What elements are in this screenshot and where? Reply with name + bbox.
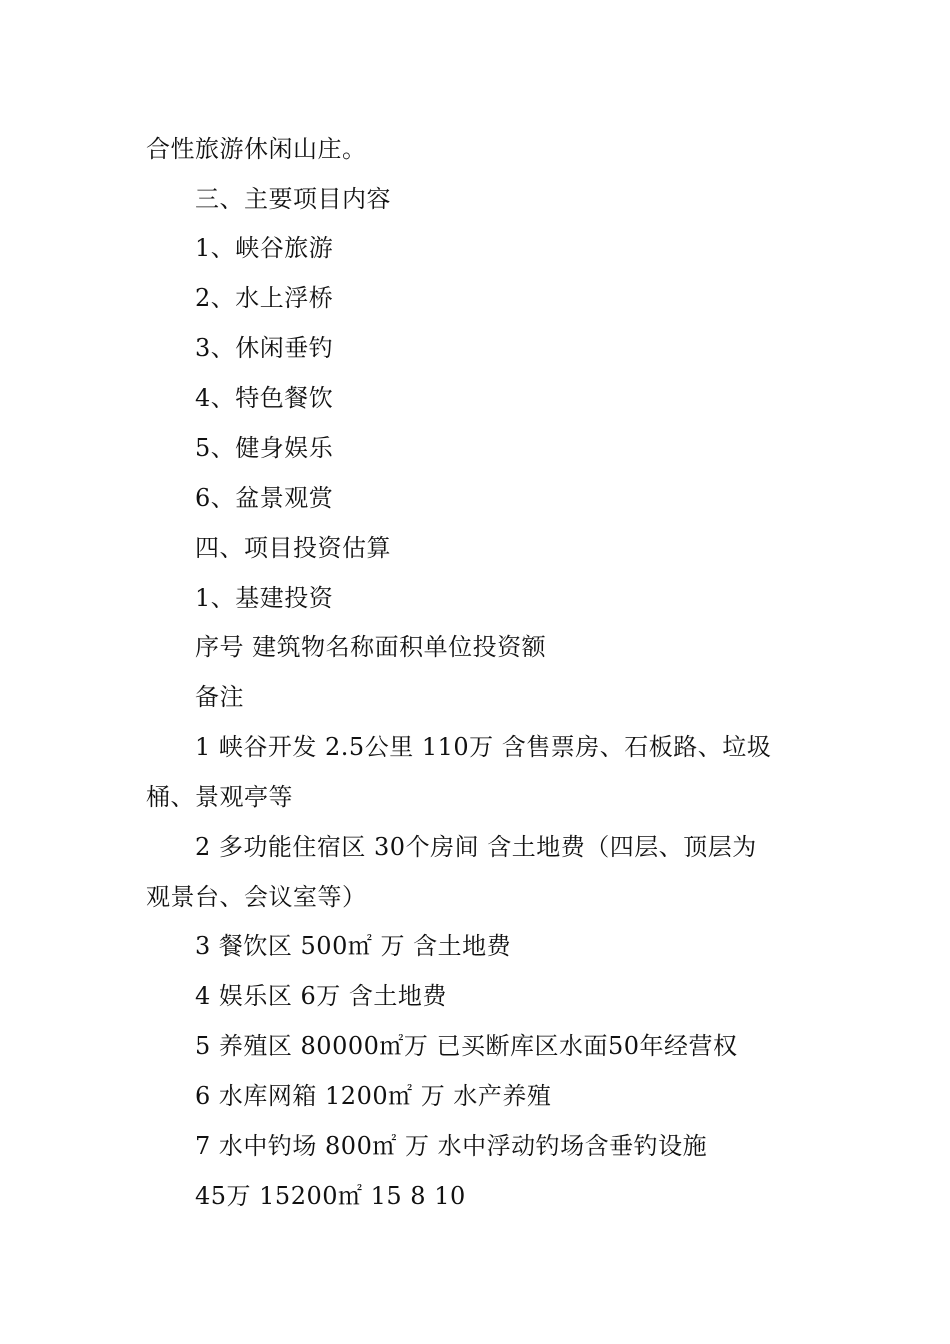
- table-row-line: 4 娱乐区 6万 含土地费: [195, 982, 447, 1010]
- table-row-continuation: 桶、景观亭等: [146, 783, 293, 811]
- section-heading: 三、主要项目内容: [195, 185, 391, 213]
- table-row-line: 1 峡谷开发 2.5公里 110万 含售票房、石板路、垃圾: [195, 733, 772, 761]
- table-total-line: 45万 15200㎡ 15 8 10: [195, 1182, 466, 1210]
- section-heading: 四、项目投资估算: [195, 534, 391, 562]
- table-header-line: 备注: [195, 683, 244, 711]
- list-item: 5、健身娱乐: [195, 434, 334, 462]
- table-row-line: 7 水中钓场 800㎡ 万 水中浮动钓场含垂钓设施: [195, 1132, 708, 1160]
- list-item: 3、休闲垂钓: [195, 334, 334, 362]
- list-item: 2、水上浮桥: [195, 284, 334, 312]
- list-item: 1、峡谷旅游: [195, 234, 334, 262]
- table-row-line: 3 餐饮区 500㎡ 万 含土地费: [195, 932, 512, 960]
- table-row-line: 5 养殖区 80000㎡万 已买断库区水面50年经营权: [195, 1032, 738, 1060]
- subsection-heading: 1、基建投资: [195, 584, 334, 612]
- list-item: 6、盆景观赏: [195, 484, 334, 512]
- table-header-line: 序号 建筑物名称面积单位投资额: [195, 633, 547, 661]
- body-text-line: 合性旅游休闲山庄。: [146, 135, 367, 163]
- table-row-continuation: 观景台、会议室等）: [146, 883, 367, 911]
- list-item: 4、特色餐饮: [195, 384, 334, 412]
- table-row-line: 6 水库网箱 1200㎡ 万 水产养殖: [195, 1082, 552, 1110]
- table-row-line: 2 多功能住宿区 30个房间 含土地费（四层、顶层为: [195, 833, 757, 861]
